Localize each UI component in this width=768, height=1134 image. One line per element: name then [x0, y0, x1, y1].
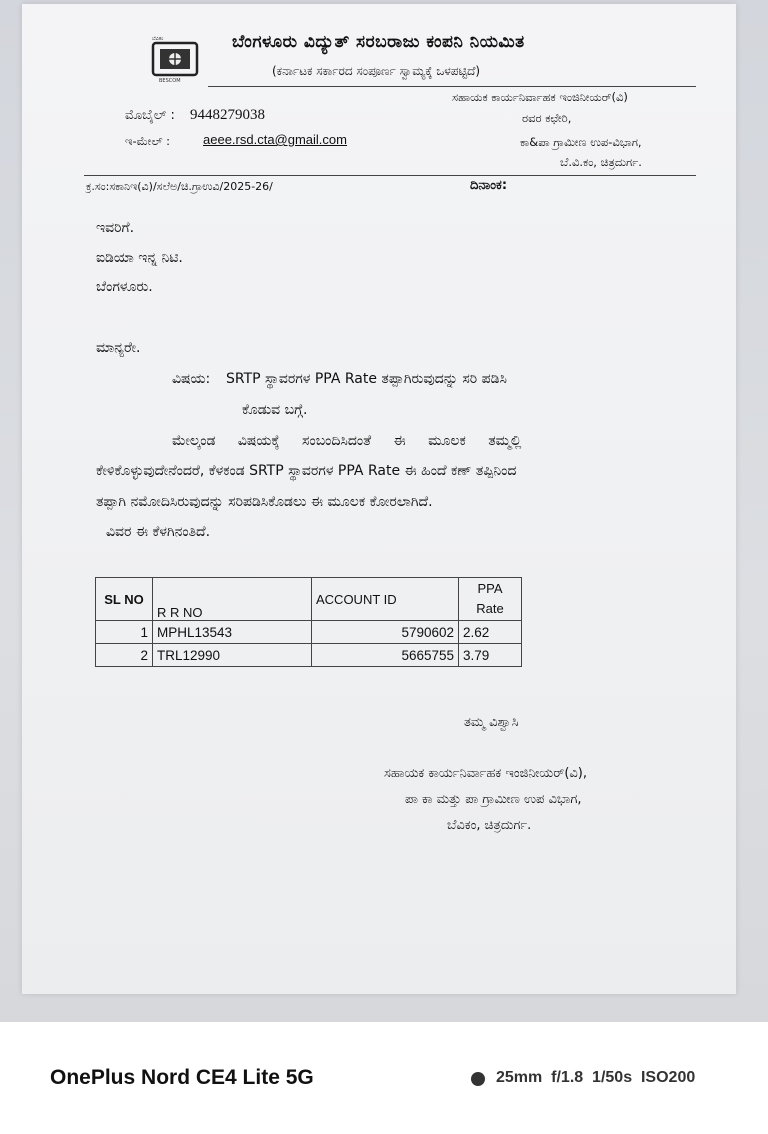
header-account-id: ACCOUNT ID: [312, 578, 459, 621]
body-line-3: ತಪ್ಪಾಗಿ ನಮೋದಿಸಿರುವುದನ್ನು ಸರಿಪಡಿಸಿಕೊಡಲು ಈ ಮೂಲಕ ಕೋರಲಾಗಿದೆ.: [96, 494, 433, 510]
email-address: aeee.rsd.cta@gmail.com: [203, 132, 347, 147]
cell-rr-no: MPHL13543: [153, 621, 312, 644]
signature-line-1: ಸಹಾಯಕ ಕಾರ್ಯನಿರ್ವಾಹಕ ಇಂಜಿನೀಯರ್(ವಿ),: [384, 766, 587, 781]
subject-line-2: ಕೊಡುವ ಬಗ್ಗೆ.: [242, 402, 308, 418]
reference-number: ಕ್ರ.ಸಂ:ಸಕಾನಿಇ(ವಿ)/ಸಲೆಅ/ಚಿ.ಗ್ರಾಉವಿ/2025-26/: [86, 180, 273, 193]
body-line-4: ವಿವರ ಈ ಕೆಳಗಿನಂತಿದೆ.: [106, 524, 211, 540]
reference-divider: [84, 175, 696, 176]
header-divider: [208, 86, 696, 87]
office-line-4: ಬೆ.ವಿ.ಕಂ, ಚಿತ್ರದುರ್ಗ.: [560, 155, 642, 169]
table-row: [96, 621, 522, 644]
svg-text:ಬೆವಿಕಂ: ಬೆವಿಕಂ: [152, 36, 164, 42]
table-row: [96, 644, 522, 667]
header-ppa-rate: PPA Rate: [459, 578, 522, 621]
body-line-1: ಮೇಲ್ಕಂಡ ವಿಷಯಕ್ಕೆ ಸಂಬಂದಿಸಿದಂತೆ ಈ ಮೂಲಕ ತಮ್ಮಲ್ಲಿ: [172, 433, 522, 449]
mobile-number: 9448279038: [190, 107, 265, 123]
cell-ppa-rate: 2.62: [459, 621, 522, 644]
camera-settings: 25mm f/1.8 1/50s ISO200: [496, 1069, 696, 1086]
signature-line-2: ಪಾ ಕಾ ಮತ್ತು ಪಾ ಗ್ರಾಮೀಣ ಉಪ ವಿಭಾಗ,: [405, 792, 582, 807]
recipient-line-2: ಐಡಿಯಾ ಇನ್ನ ನಿಟಿ.: [96, 250, 183, 266]
logo-text: BESCOM: [159, 78, 181, 84]
cell-rr-no: TRL12990: [153, 644, 312, 667]
recipient-line-1: ಇವರಿಗೆ.: [96, 220, 135, 236]
office-line-2: ರವರ ಕಛೇರಿ,: [522, 111, 572, 125]
bescom-logo: [150, 34, 206, 84]
camera-device-name: OnePlus Nord CE4 Lite 5G: [50, 1066, 314, 1089]
subject-label: ವಿಷಯ:: [172, 371, 211, 387]
body-line-2: ಕೇಳಿಕೊಳ್ಳುವುದೇನೆಂದರೆ, ಕೆಳಕಂಡ SRTP ಸ್ಥಾವರಗಳ PPA Rate ಈ ಹಿಂದೆ ಕಣ್ ತಪ್ಪಿನಿಂದ: [96, 463, 517, 479]
closing-yours: ತಮ್ಮ ವಿಶ್ವಾಸಿ: [464, 715, 519, 730]
mobile-label: ಮೊಬೈಲ್ :: [125, 108, 175, 123]
office-line-3: ಕಾ&ಪಾ ಗ್ರಾಮೀಣ ಉಪ-ವಿಭಾಗ,: [520, 135, 642, 149]
header-sl-no: SL NO: [96, 578, 153, 621]
email-label: ಇ-ಮೇಲ್ :: [125, 134, 171, 148]
salutation: ಮಾನ್ಯರೇ.: [96, 340, 141, 356]
lens-dot-icon: [471, 1072, 485, 1086]
recipient-line-3: ಬೆಂಗಳೂರು.: [96, 279, 153, 295]
organization-name: ಬೆಂಗಳೂರು ವಿದ್ಯುತ್ ಸರಬರಾಜು ಕಂಪನಿ ನಿಯಮಿತ: [232, 32, 525, 52]
cell-sl-no: 2: [96, 644, 153, 667]
table-header-row: [96, 578, 522, 621]
subject-line-1: SRTP ಸ್ಥಾವರಗಳ PPA Rate ತಪ್ಪಾಗಿರುವುದನ್ನು ಸರಿ ಪಡಿಸಿ: [226, 371, 507, 387]
cell-account-id: 5665755: [312, 644, 459, 667]
office-line-1: ಸಹಾಯಕ ಕಾರ್ಯನಿರ್ವಾಹಕ ಇಂಜಿನೀಯರ್(ವಿ): [452, 90, 628, 104]
date-label: ದಿನಾಂಕ:: [470, 178, 508, 193]
cell-account-id: 5790602: [312, 621, 459, 644]
header-rr-no: R R NO: [153, 578, 312, 621]
organization-subtitle: (ಕರ್ನಾಟಕ ಸರ್ಕಾರದ ಸಂಪೂರ್ಣ ಸ್ವಾಮ್ಯಕ್ಕೆ ಒಳಪಟ್ಟಿದೆ): [272, 64, 481, 78]
cell-sl-no: 1: [96, 621, 153, 644]
cell-ppa-rate: 3.79: [459, 644, 522, 667]
signature-line-3: ಬೆವಿಕಂ, ಚಿತ್ರದುರ್ಗ.: [447, 818, 532, 833]
ppa-rate-table: [95, 577, 522, 667]
